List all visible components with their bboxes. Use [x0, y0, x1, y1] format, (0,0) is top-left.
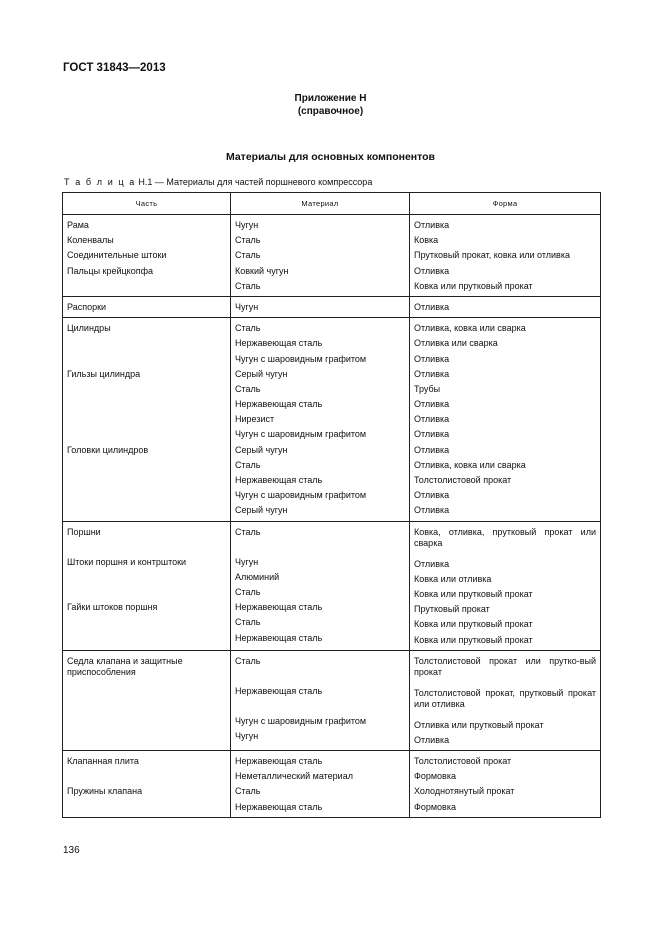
form-line: Холоднотянутый прокат	[414, 786, 515, 797]
part-line: Соединительные штоки	[67, 250, 167, 261]
material-line: Нирезист	[235, 414, 275, 425]
form-line: Отливка	[414, 490, 450, 501]
form-line: Отливка	[414, 429, 450, 440]
material-line: Нержавеющая сталь	[235, 602, 323, 613]
form-line: Отливка или сварка	[414, 338, 498, 349]
section-heading: Материалы для основных компонентов	[225, 151, 436, 163]
material-line: Чугун с шаровидным графитом	[235, 490, 367, 501]
material-cell	[231, 215, 410, 297]
material-line: Чугун с шаровидным графитом	[235, 353, 367, 364]
material-line: Чугун	[235, 301, 259, 312]
material-line: Чугун с шаровидным графитом	[235, 715, 367, 726]
material-line: Нержавеющая сталь	[235, 475, 323, 485]
material-line: Алюминий	[235, 571, 280, 582]
material-cell	[231, 521, 410, 650]
form-line: Отливка	[414, 734, 450, 745]
annex-note: (справочное)	[297, 106, 364, 117]
table-row	[63, 650, 601, 750]
material-line: Сталь	[235, 323, 261, 334]
part-line: Коленвалы	[67, 235, 114, 246]
form-line: Толстолистовой прокат, прутковый прокат или отливка	[414, 687, 596, 709]
part-line: Головки цилиндров	[67, 444, 149, 455]
material-cell	[231, 650, 410, 750]
material-line: Серый чугун	[235, 505, 288, 516]
standard-number: ГОСТ 31843—2013	[63, 62, 166, 74]
form-line: Толстолистовой прокат	[414, 475, 512, 485]
form-line: Ковка, отливка, прутковый прокат или сварка	[414, 526, 596, 548]
form-line: Отливка или прутковый прокат	[414, 719, 544, 730]
form-line: Трубы	[414, 383, 441, 394]
material-line: Нержавеющая сталь	[235, 756, 323, 767]
form-line: Формовка	[414, 801, 456, 812]
part-line	[67, 488, 226, 503]
column-header-part: Часть	[63, 193, 231, 215]
material-line: Сталь	[235, 459, 261, 470]
form-line: Отливка	[414, 444, 450, 455]
form-line: Ковка	[414, 235, 439, 246]
column-header-form: Форма	[410, 193, 601, 215]
part-line	[67, 382, 226, 397]
material-line: Нержавеющая сталь	[235, 338, 323, 349]
table-row	[63, 318, 601, 521]
annex-header	[0, 92, 661, 118]
material-line: Чугун	[235, 730, 259, 741]
part-line: Рама	[67, 220, 89, 230]
material-line: Сталь	[235, 586, 261, 597]
part-line: Пружины клапана	[67, 786, 143, 797]
part-line	[67, 716, 226, 731]
table-caption-label: Т а б л и ц а	[64, 177, 136, 187]
material-line: Серый чугун	[235, 368, 288, 379]
material-line: Чугун	[235, 220, 259, 230]
part-line	[67, 615, 226, 630]
material-line: Нержавеющая сталь	[235, 632, 323, 643]
part-line	[67, 731, 226, 746]
part-line	[67, 585, 226, 600]
material-line: Серый чугун	[235, 444, 288, 455]
material-line: Сталь	[235, 786, 261, 797]
form-line: Прутковый прокат	[414, 604, 490, 615]
table-row	[63, 215, 601, 297]
form-line: Ковка или прутковый прокат	[414, 619, 533, 630]
table-caption	[64, 177, 372, 187]
part-line	[67, 427, 226, 442]
form-line: Ковка или отливка	[414, 573, 492, 584]
form-line: Толстолистовой прокат	[414, 756, 512, 767]
part-line: Пальцы крейцкопфа	[67, 265, 153, 276]
form-line: Отливка	[414, 558, 450, 569]
table-group	[63, 650, 601, 750]
part-line	[67, 769, 226, 784]
part-line	[67, 412, 226, 427]
part-line: Гайки штоков поршня	[67, 602, 158, 613]
part-line: Распорки	[67, 301, 107, 312]
table-row	[63, 296, 601, 317]
form-line: Отливка	[414, 399, 450, 410]
material-line: Ковкий чугун	[235, 265, 289, 276]
part-line: Гильзы цилиндра	[67, 368, 141, 379]
material-line: Нержавеющая сталь	[235, 399, 323, 410]
material-line: Нержавеющая сталь	[235, 685, 323, 696]
material-cell	[231, 296, 410, 317]
part-line	[67, 631, 226, 646]
page-number: 136	[63, 845, 80, 856]
material-line: Сталь	[235, 655, 261, 666]
form-line: Отливка, ковка или сварка	[414, 323, 526, 334]
part-line	[67, 279, 226, 294]
form-line: Ковка или прутковый прокат	[414, 588, 533, 599]
form-line: Отливка	[414, 220, 450, 230]
material-line: Сталь	[235, 235, 261, 246]
part-line	[67, 800, 226, 815]
form-line: Отливка	[414, 414, 450, 425]
form-line: Отливка	[414, 301, 450, 312]
part-line: Поршни	[67, 526, 101, 537]
part-line	[67, 397, 226, 412]
form-cell	[410, 751, 601, 818]
part-line: Штоки поршня и контрштоки	[67, 556, 187, 567]
form-cell	[410, 318, 601, 521]
material-line: Сталь	[235, 526, 261, 537]
table-group	[63, 751, 601, 818]
table-row	[63, 751, 601, 818]
form-line: Отливка	[414, 505, 450, 516]
part-line	[67, 570, 226, 585]
part-line	[67, 503, 226, 518]
part-line: Седла клапана и защитные приспособления	[67, 655, 183, 677]
table-caption-text: Н.1 — Материалы для частей поршневого компрессора	[135, 177, 373, 187]
part-cell	[63, 296, 231, 317]
form-cell	[410, 296, 601, 317]
part-cell	[63, 751, 231, 818]
annex-title: Приложение Н	[294, 93, 367, 104]
form-line: Ковка или прутковый прокат	[414, 280, 533, 291]
part-cell	[63, 215, 231, 297]
form-line: Отливка	[414, 265, 450, 276]
form-line: Ковка или прутковый прокат	[414, 634, 533, 645]
part-line	[67, 352, 226, 367]
form-line: Отливка	[414, 353, 450, 364]
form-cell	[410, 215, 601, 297]
material-cell	[231, 318, 410, 521]
table-row	[63, 521, 601, 650]
material-cell	[231, 751, 410, 818]
part-line	[67, 473, 226, 488]
material-line: Сталь	[235, 250, 261, 261]
table-group	[63, 318, 601, 521]
form-line: Прутковый прокат, ковка или отливка	[414, 250, 570, 261]
material-line: Чугун	[235, 556, 259, 567]
material-line: Сталь	[235, 280, 261, 291]
part-line: Цилиндры	[67, 323, 111, 334]
part-line	[67, 458, 226, 473]
part-line	[67, 336, 226, 351]
part-line: Клапанная плита	[67, 756, 139, 767]
material-line: Сталь	[235, 617, 261, 628]
form-cell	[410, 521, 601, 650]
material-line: Нержавеющая сталь	[235, 801, 323, 812]
material-line: Сталь	[235, 383, 261, 394]
table-group	[63, 215, 601, 297]
table-header-row	[63, 193, 601, 215]
part-cell	[63, 650, 231, 750]
column-header-material: Материал	[231, 193, 410, 215]
form-line: Отливка, ковка или сварка	[414, 459, 526, 470]
table-group	[63, 521, 601, 650]
form-cell	[410, 650, 601, 750]
material-line: Неметаллический материал	[235, 771, 353, 782]
table-group	[63, 296, 601, 317]
form-line: Отливка	[414, 368, 450, 379]
part-line	[67, 686, 226, 716]
part-cell	[63, 521, 231, 650]
materials-table	[62, 192, 601, 818]
form-line: Толстолистовой прокат или прутко-вый прокат	[414, 655, 596, 677]
form-line: Формовка	[414, 771, 456, 782]
material-line: Чугун с шаровидным графитом	[235, 429, 367, 440]
part-cell	[63, 318, 231, 521]
